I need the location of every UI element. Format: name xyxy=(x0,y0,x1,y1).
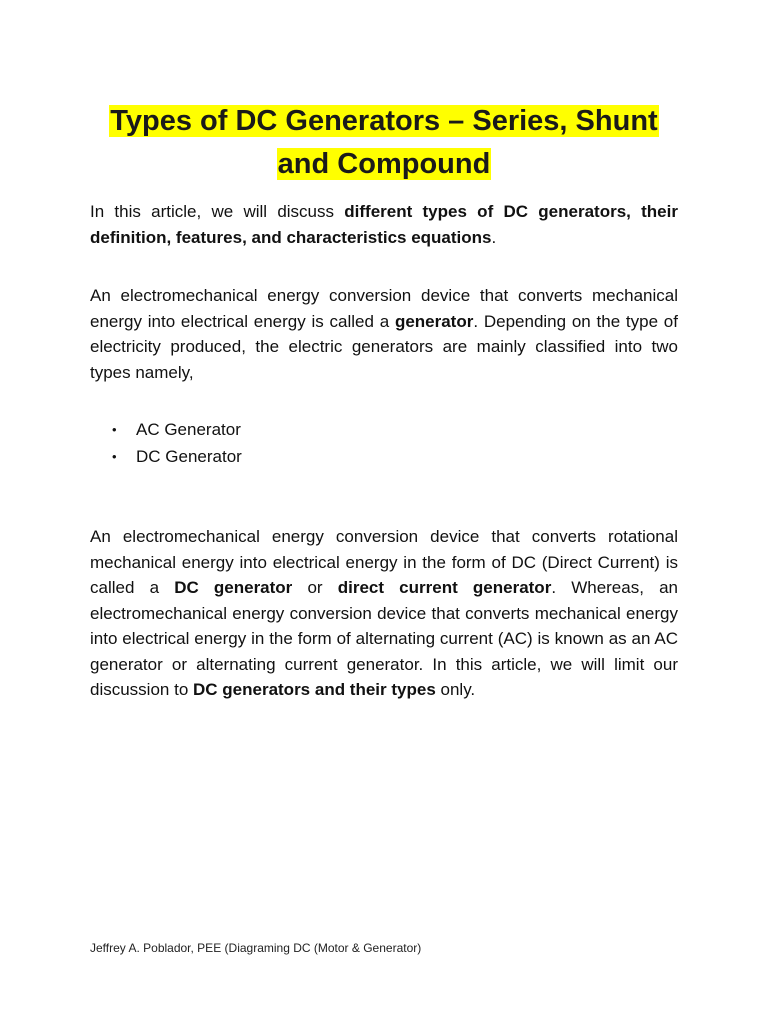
generator-types-list xyxy=(90,416,242,470)
title-line-2: and Compound xyxy=(277,148,491,180)
intro-text-end: . xyxy=(491,227,497,247)
intro-bold-text: different types of DC generators, their definition, features, and characteristics equations xyxy=(90,202,678,247)
list-item xyxy=(90,443,242,470)
document-page xyxy=(90,0,678,1024)
dc-bold-2: direct current generator xyxy=(337,578,552,597)
intro-text: In this article, we will discuss xyxy=(90,202,345,221)
list-item-label: DC Generator xyxy=(136,447,242,466)
page-title xyxy=(90,100,678,186)
title-highlight xyxy=(109,105,658,180)
bullet-icon: • xyxy=(112,422,117,437)
generator-definition-paragraph xyxy=(90,283,678,385)
dc-text-4: only. xyxy=(435,680,476,699)
dc-text-2: or xyxy=(292,578,338,597)
dc-text-3: . Whereas, an electromechanical energy conversion device that converts mechanical energy into electrical energy in the form of alternating current (AC) is known as an AC generator or alternating current generator. In this article, we will limit our discussion to xyxy=(90,578,678,699)
list-item xyxy=(90,416,242,443)
dc-text-1: An electromechanical energy conversion device that converts rotational mechanical energy into electrical energy in the form of DC (Direct Current) is called a xyxy=(90,527,678,597)
definition-text: An electromechanical energy conversion device that converts mechanical energy into electrical energy is called a xyxy=(90,286,678,331)
dc-bold-1: DC generator xyxy=(174,578,293,597)
bullet-icon: • xyxy=(112,449,117,464)
list-item-label: AC Generator xyxy=(136,420,241,439)
title-line-1: Types of DC Generators – Series, Shunt xyxy=(110,105,658,137)
page-footer: Jeffrey A. Poblador, PEE (Diagraming DC (Motor & Generator) xyxy=(90,941,422,955)
dc-generator-paragraph xyxy=(90,524,678,703)
dc-bold-3: DC generators and their types xyxy=(193,680,436,699)
intro-paragraph xyxy=(90,199,678,250)
definition-text-end: . Depending on the type of electricity produced, the electric generators are mainly classified into two types namely, xyxy=(90,311,678,382)
definition-bold-generator: generator xyxy=(394,311,474,331)
